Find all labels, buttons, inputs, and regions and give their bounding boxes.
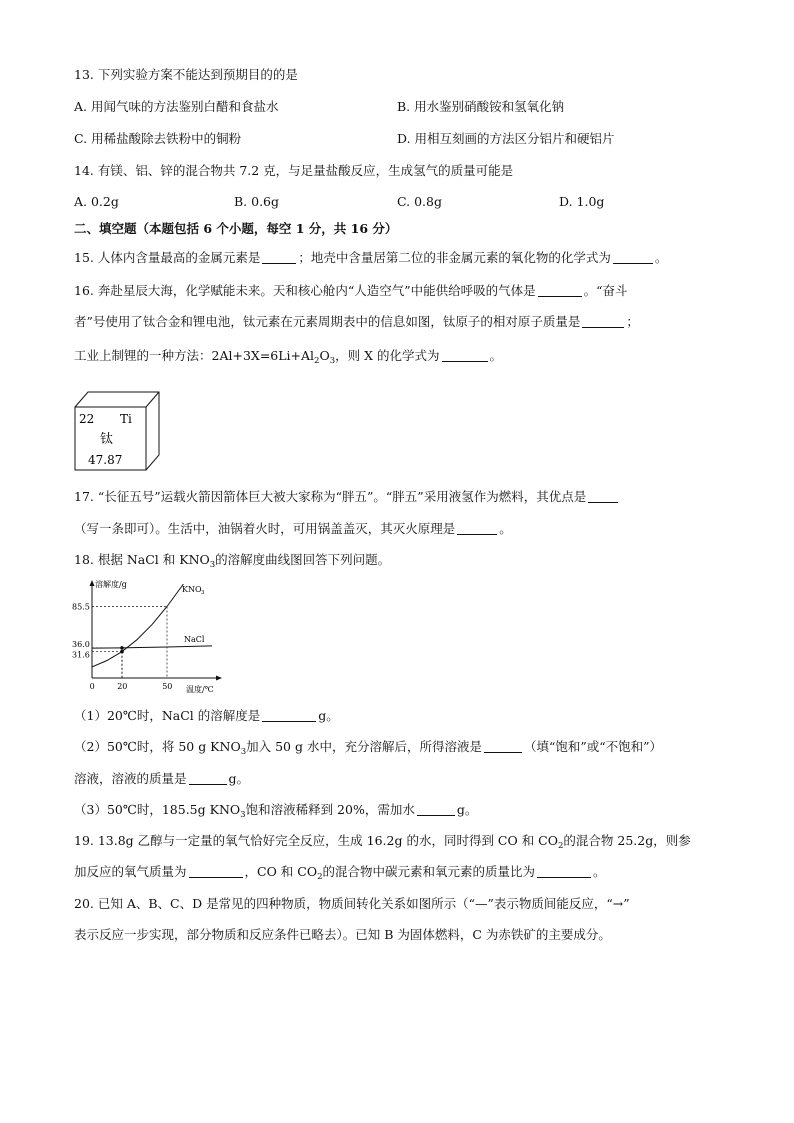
q18-sub2-line1 (74, 739, 662, 755)
q18-text: （1）20℃时，NaCl 的溶解度是 (74, 708, 261, 723)
answer-blank (457, 522, 497, 535)
q18-text: （3）50℃时，185.5g KNO (74, 802, 241, 817)
x-axis-label: 温度/℃ (186, 685, 214, 694)
q19-text: 19. 13.8g 乙醇与一定量的氧气恰好完全反应，生成 16.2g 的水，同时得到 CO 和 CO (74, 833, 558, 848)
answer-blank (262, 709, 316, 722)
q18-text: 加入 50 g 水中，充分溶解后，所得溶液是 (246, 739, 482, 754)
q16-line3 (74, 348, 502, 364)
y-axis-label: 溶解度/g (95, 580, 127, 589)
answer-blank (262, 251, 296, 264)
q16-text: 者”号使用了钛合金和锂电池，钛元素在元素周期表中的信息如图，钛原子的相对原子质量是 (74, 314, 581, 329)
y-tick-label: 31.6 (72, 650, 90, 660)
q14-stem: 14. 有镁、铝、锌的混合物共 7.2 克，与足量盐酸反应，生成氢气的质量可能是 (74, 163, 514, 178)
q20-line2: 表示反应一步实现，部分物质和反应条件已略去）。已知 B 为固体燃料，C 为赤铁矿的主要成分。 (74, 927, 611, 942)
equation: O (319, 348, 330, 363)
q16-text: ； (626, 314, 639, 329)
q18-sub3 (74, 802, 477, 818)
q19-text: 加反应的氧气质量为 (74, 864, 187, 879)
q14-option-c: C. 0.8g (397, 194, 442, 209)
q13-stem: 13. 下列实验方案不能达到预期目的的是 (74, 67, 298, 82)
q18-text: 饱和溶液稀释到 20%，需加水 (245, 802, 415, 817)
answer-blank (442, 349, 488, 362)
q18-text: 的溶解度曲线图回答下列问题。 (215, 552, 391, 567)
q16-text: 。“奋斗 (583, 283, 628, 298)
x-tick-label: 20 (117, 682, 128, 691)
x-tick-label: 50 (162, 682, 173, 691)
atomic-mass: 47.87 (88, 453, 123, 467)
answer-blank (189, 865, 243, 878)
element-symbol: Ti (120, 412, 132, 426)
q14-option-b: B. 0.6g (234, 194, 280, 209)
q18-text: 18. 根据 NaCl 和 KNO (74, 552, 210, 567)
element-card-svg (74, 387, 164, 473)
q16-text: 16. 奔赴星辰大海，化学赋能未来。天和核心舱内“人造空气”中能供给呼吸的气体是 (74, 283, 536, 298)
x-axis-arrow (216, 676, 222, 681)
q20-line1: 20. 已知 A、B、C、D 是常见的四种物质，物质间转化关系如图所示（“—”表示物质间能反应，“→” (74, 896, 630, 911)
y-tick-label: 85.5 (72, 602, 90, 612)
q18-stem (74, 552, 390, 568)
series-label-kno3: KNO (182, 585, 202, 594)
q19-text: ，CO 和 CO (244, 864, 318, 879)
intersection-point (120, 650, 124, 654)
q16-text: ，则 X 的化学式为 (335, 348, 440, 363)
solubility-chart-svg (72, 578, 232, 698)
answer-blank (538, 284, 582, 297)
card-depth-edge (146, 392, 159, 407)
q16-text: 。 (489, 348, 503, 363)
q17-text: 。 (499, 521, 512, 536)
equation: 2Al+3X=6Li+Al (211, 348, 315, 363)
q15-part1: 15. 人体内含量最高的金属元素是 (74, 250, 261, 265)
equation-subscript: 2 (314, 356, 320, 366)
subscript: 2 (317, 872, 323, 882)
q18-text: g。 (318, 708, 339, 723)
q18-sub2-line2 (74, 771, 249, 787)
q15-part3: 。 (654, 250, 668, 265)
y-tick-label: 36.0 (72, 639, 90, 649)
periodic-element-card (74, 387, 164, 476)
answer-blank (537, 865, 591, 878)
subscript: 3 (240, 810, 246, 820)
q18-text: （2）50℃时，将 50 g KNO (74, 739, 241, 754)
q17-text: （写一条即可）。生活中，油锅着火时，可用锅盖盖灭，其灭火原理是 (74, 521, 456, 536)
series-line-nacl (92, 646, 212, 648)
q18-text: 溶液，溶液的质量是 (74, 771, 187, 786)
subscript: 3 (209, 560, 216, 570)
q19-line1 (74, 833, 691, 849)
answer-blank (484, 740, 522, 753)
q15-part2: ；地壳中含量居第二位的非金属元素的氧化物的化学式为 (298, 250, 611, 265)
q15 (74, 250, 667, 266)
section-title: 二、填空题（本题包括 6 个小题，每空 1 分，共 16 分） (74, 221, 398, 236)
x-tick-label: 0 (89, 682, 95, 691)
solubility-chart (72, 578, 232, 701)
q18-text: （填“饱和”或“不饱和”） (523, 739, 663, 754)
q18-text: g。 (228, 771, 250, 786)
series-label-nacl: NaCl (184, 634, 205, 644)
q13-option-c: C. 用稀盐酸除去铁粉中的铜粉 (74, 131, 242, 146)
q13-option-b: B. 用水鉴别硝酸铵和氢氧化钠 (397, 99, 565, 114)
answer-blank (588, 490, 618, 503)
answer-blank (613, 251, 653, 264)
equation-subscript: 3 (329, 356, 336, 366)
q19-text: 的混合物 25.2g，则参 (563, 833, 691, 848)
q14-option-a: A. 0.2g (74, 194, 119, 209)
q13-option-d: D. 用相互刻画的方法区分铝片和硬铝片 (397, 131, 615, 146)
answer-blank (189, 772, 227, 785)
answer-blank (417, 803, 455, 816)
q17-line2 (74, 521, 512, 537)
q17-text: 17. “长征五号”运载火箭因箭体巨大被大家称为“胖五”。“胖五”采用液氢作为燃料，其优点是 (74, 489, 587, 504)
answer-blank (582, 315, 624, 328)
intersection-point (120, 646, 124, 650)
q19-text: 的混合物中碳元素和氧元素的质量比为 (322, 864, 536, 879)
y-axis-arrow (90, 580, 95, 586)
q14-option-d: D. 1.0g (559, 194, 605, 209)
q18-sub1 (74, 708, 339, 724)
subscript: 2 (558, 841, 564, 851)
subscript: 3 (240, 747, 247, 757)
q17-line1 (74, 489, 620, 505)
atomic-number: 22 (79, 412, 95, 426)
q13-option-a: A. 用闻气味的方法鉴别白醋和食盐水 (74, 99, 279, 114)
q16-line1 (74, 283, 628, 299)
q16-text: 工业上制锂的一种方法： (74, 348, 212, 363)
series-label-kno3-subscript: 3 (201, 590, 205, 596)
q19-line2 (74, 864, 606, 880)
q19-text: 。 (593, 864, 606, 879)
element-name: 钛 (100, 432, 114, 447)
q16-line2 (74, 314, 639, 330)
q18-text: g。 (456, 802, 478, 817)
